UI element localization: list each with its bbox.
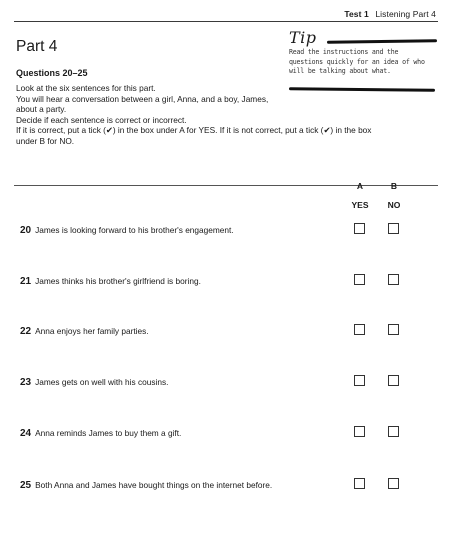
- instruction-line: Look at the six sentences for this part.: [16, 83, 156, 93]
- question-text: James is looking forward to his brother's engagement.: [35, 225, 234, 235]
- question-25-no-checkbox[interactable]: [388, 478, 399, 489]
- section-divider: [14, 185, 438, 186]
- question-number: 24: [20, 428, 32, 439]
- questions-title: Questions 20–25: [16, 68, 88, 78]
- section-label: Listening Part 4: [375, 9, 436, 19]
- question-row: [20, 276, 201, 287]
- question-text: James gets on well with his cousins.: [35, 377, 169, 387]
- question-23-no-checkbox[interactable]: [388, 375, 399, 386]
- question-row: [20, 225, 234, 236]
- tip-box: [289, 28, 437, 77]
- part-title: Part 4: [16, 38, 58, 55]
- question-text: Both Anna and James have bought things on the internet before.: [35, 480, 273, 490]
- question-number: 21: [20, 276, 32, 287]
- tip-title: Tip: [289, 28, 317, 47]
- header-rule: [14, 21, 438, 22]
- tip-line: Read the instructions and the: [289, 48, 399, 56]
- page-header: [344, 9, 436, 19]
- question-24-no-checkbox[interactable]: [388, 426, 399, 437]
- question-22-no-checkbox[interactable]: [388, 324, 399, 335]
- instruction-line: You will hear a conversation between a girl, Anna, and a boy, James,: [16, 93, 269, 104]
- question-24-yes-checkbox[interactable]: [354, 426, 365, 437]
- question-21-no-checkbox[interactable]: [388, 274, 399, 285]
- question-number: 20: [20, 225, 32, 236]
- question-number: 25: [20, 480, 32, 491]
- question-row: [20, 480, 272, 491]
- question-text: James thinks his brother's girlfriend is boring.: [35, 276, 201, 286]
- tip-line: will be talking about what.: [289, 67, 391, 76]
- column-a-yes: YES: [351, 200, 369, 210]
- question-20-no-checkbox[interactable]: [388, 223, 399, 234]
- instruction-line: under B for NO.: [16, 135, 75, 146]
- question-23-yes-checkbox[interactable]: [354, 375, 365, 386]
- tip-line: questions quickly for an idea of who: [289, 57, 425, 66]
- question-row: [20, 377, 168, 388]
- instruction-line: Decide if each sentence is correct or incorrect.: [16, 114, 187, 125]
- question-text: Anna reminds James to buy them a gift.: [35, 428, 182, 438]
- column-a-letter: A: [356, 181, 364, 191]
- column-b-letter: B: [390, 181, 398, 191]
- tip-text: [289, 48, 437, 77]
- question-number: 23: [20, 377, 32, 388]
- question-22-yes-checkbox[interactable]: [354, 324, 365, 335]
- question-row: [20, 428, 181, 439]
- instruction-line: about a party.: [16, 104, 67, 115]
- instructions: [16, 83, 396, 147]
- question-number: 22: [20, 326, 32, 337]
- question-text: Anna enjoys her family parties.: [35, 326, 149, 336]
- question-20-yes-checkbox[interactable]: [354, 223, 365, 234]
- question-25-yes-checkbox[interactable]: [354, 478, 365, 489]
- test-label: Test 1: [344, 9, 369, 19]
- question-21-yes-checkbox[interactable]: [354, 274, 365, 285]
- column-b-no: NO: [387, 200, 401, 210]
- instruction-line: If it is correct, put a tick (✔) in the box under A for YES. If it is not correct, put a tick (✔) in the box: [16, 125, 372, 136]
- question-row: [20, 326, 149, 337]
